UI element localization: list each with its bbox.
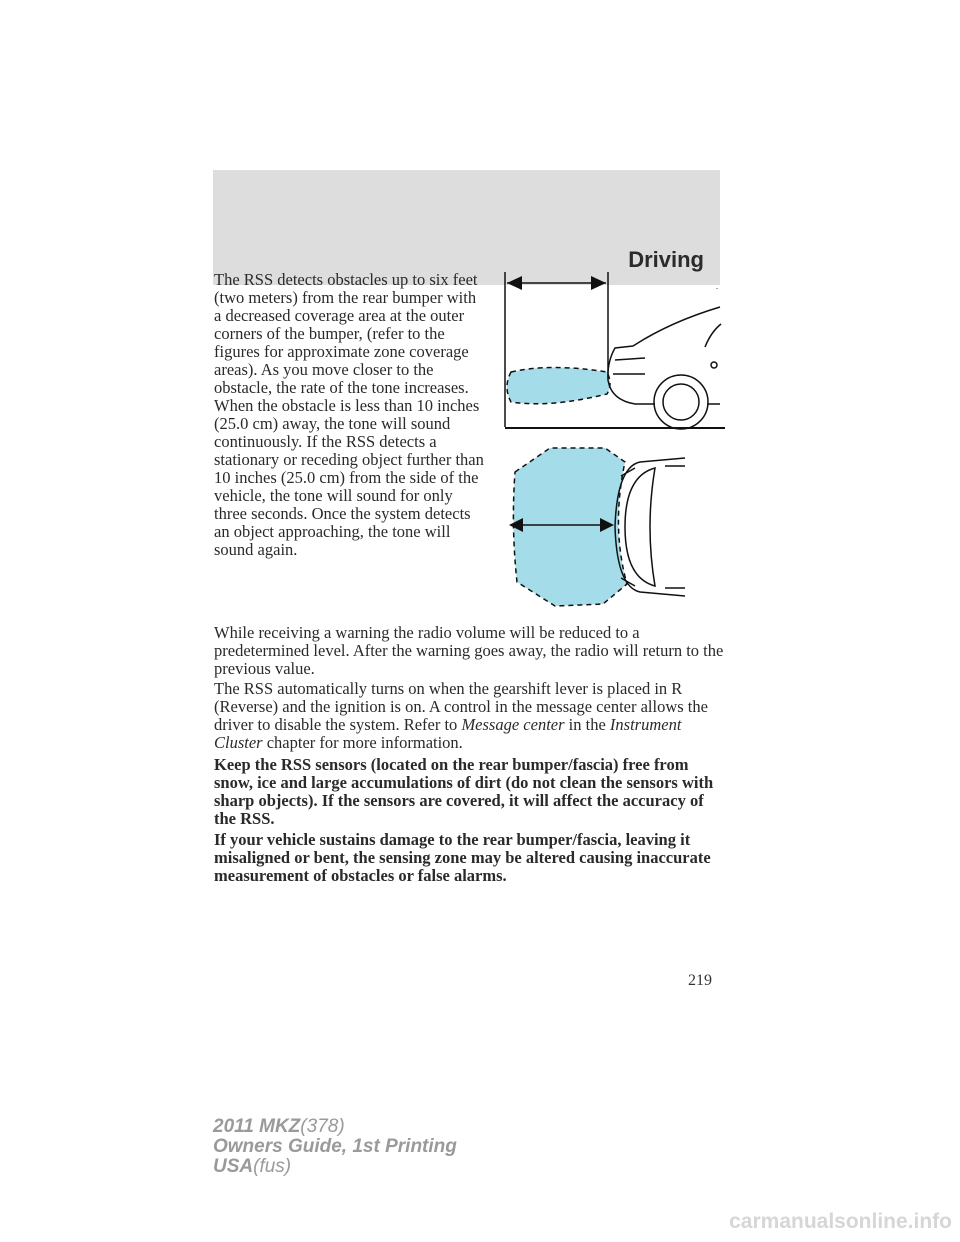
auto-text-a: The RSS automatically turns on when the gearshift lever is placed in R (Reverse) and the ignition is on. A control in the message center allows the driver to disable the system. Refer to: [214, 679, 708, 734]
top-view-diagram: [509, 448, 685, 606]
intro-paragraph: The RSS detects obstacles up to six feet (two meters) from the rear bumper with a decreased coverage area at the outer corners of the bumper, (refer to the figures for approximate zone coverage areas). As you move closer to the obstacle, the rate of the tone increases. When the obstacle is less than 10 inches (25.0 cm) away, the tone will sound continuously. If the RSS detects a stationary or receding object further than 10 inches (25.0 cm) from the side of the vehicle, the tone will sound for only three seconds. Once the system detects an object approaching, the tone will sound again.: [214, 270, 484, 559]
keep-sensors-clean-warning: Keep the RSS sensors (located on the rear bumper/fascia) free from snow, ice and large accumulations of dirt (do not clean the sensors with sharp objects). If the sensors are covered, it will affect the accuracy of the RSS.: [214, 755, 714, 828]
footer-market-code: (fus): [253, 1156, 292, 1177]
auto-text-c: chapter for more information.: [262, 733, 463, 752]
radio-volume-paragraph: While receiving a warning the radio volume will be reduced to a predetermined level. After the warning goes away, the radio will return to the previous value.: [214, 623, 724, 678]
side-view-diagram: [505, 272, 725, 429]
rss-coverage-diagram: [495, 262, 725, 612]
svg-text:.: .: [716, 282, 718, 291]
side-sensing-zone: [507, 368, 610, 404]
print-footer: [213, 1117, 457, 1177]
page-number: 219: [688, 972, 712, 989]
footer-guide: Owners Guide, 1st Printing: [213, 1136, 457, 1157]
watermark: carmanualsonline.info: [729, 1210, 952, 1233]
instrument-cluster-ref: Instrument Cluster: [214, 715, 682, 752]
right-arrowhead-icon: [591, 276, 606, 290]
footer-model: 2011 MKZ: [213, 1116, 301, 1137]
car-rear-side-icon: [608, 282, 721, 429]
left-arrowhead-icon: [507, 276, 522, 290]
auto-text-b: in the: [564, 715, 610, 734]
footer-model-code: (378): [300, 1116, 345, 1137]
auto-on-paragraph: [214, 680, 729, 752]
section-title: Driving: [628, 247, 704, 272]
message-center-ref: Message center: [461, 715, 565, 734]
bumper-damage-warning: If your vehicle sustains damage to the rear bumper/fascia, leaving it misaligned or bent, the sensing zone may be altered causing inaccurate measurement of obstacles or false alarms.: [214, 830, 711, 885]
footer-market: USA: [213, 1156, 254, 1177]
